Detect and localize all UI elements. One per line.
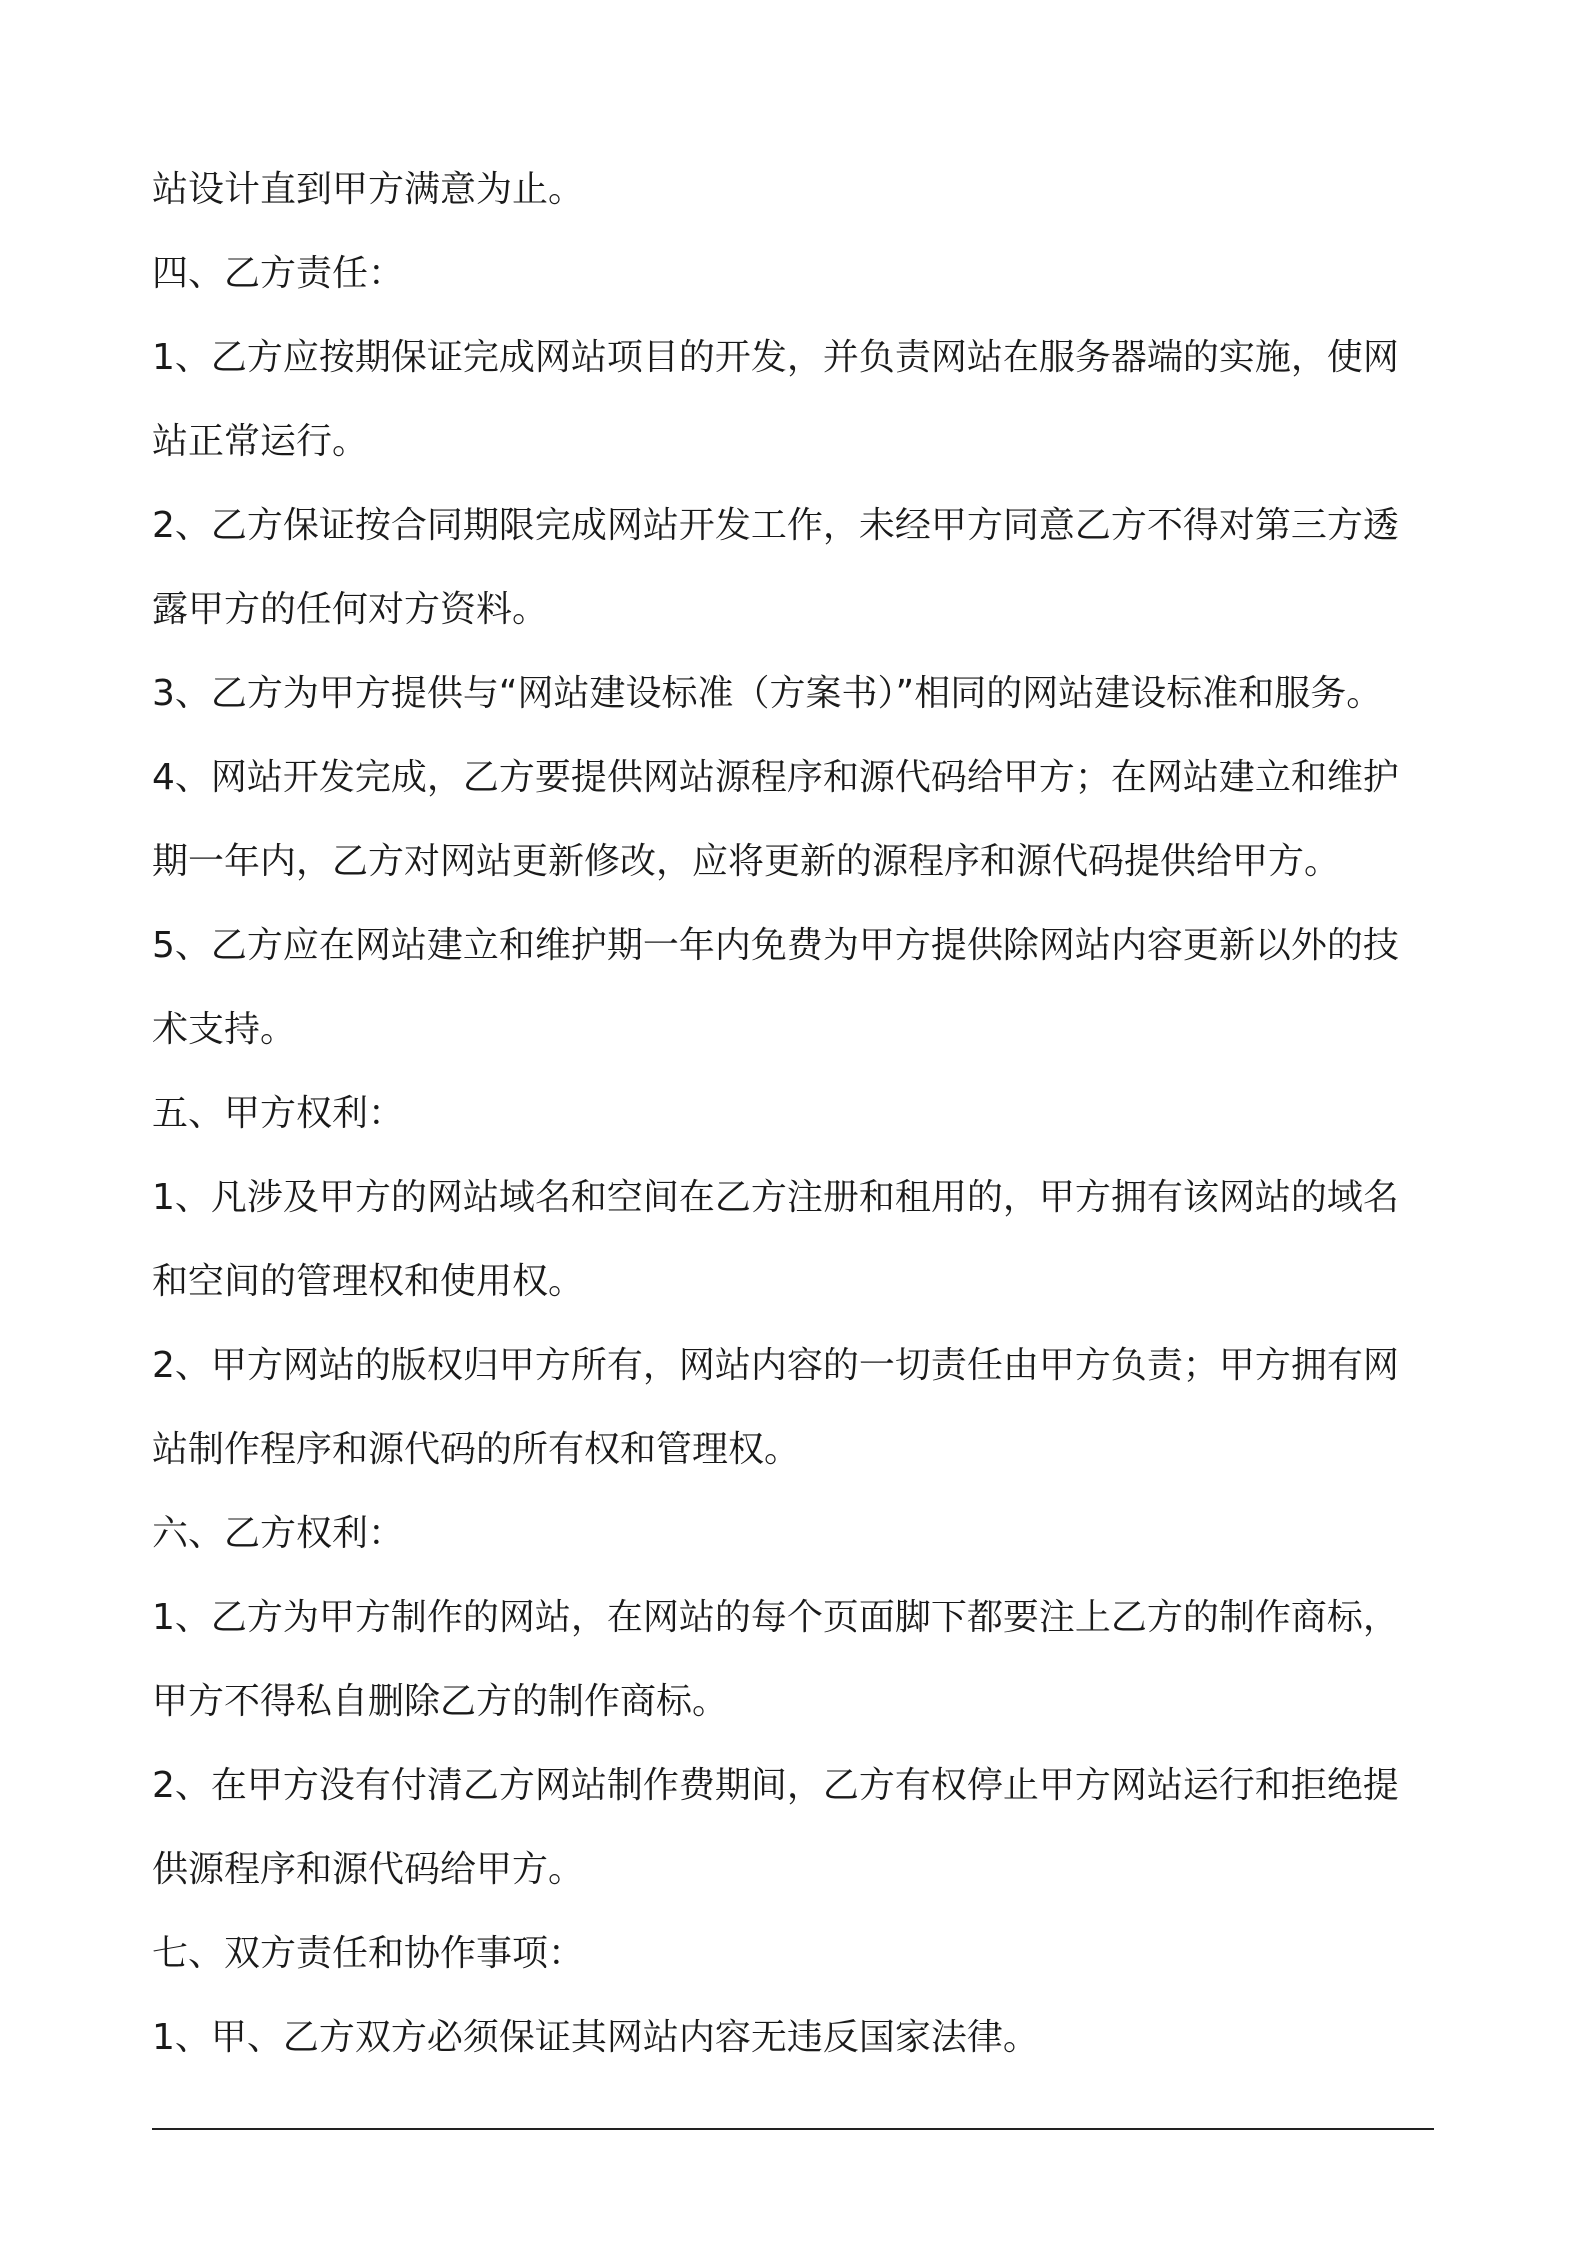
text-line: 供源程序和源代码给甲方。: [152, 1849, 585, 1890]
text-line: 术支持。: [152, 1009, 297, 1050]
text-line: 站正常运行。: [152, 421, 369, 462]
text-line: 1、凡涉及甲方的网站域名和空间在乙方注册和租用的，甲方拥有该网站的域名: [152, 1177, 1399, 1218]
text-line: 3、乙方为甲方提供与“网站建设标准（方案书）”相同的网站建设标准和服务。: [152, 673, 1383, 714]
footer-divider: [152, 2128, 1434, 2130]
text-line: 2、甲方网站的版权归甲方所有，网站内容的一切责任由甲方负责；甲方拥有网: [152, 1345, 1399, 1386]
section-heading-party-b-rights: 六、乙方权利：: [152, 1513, 405, 1554]
section-heading-party-b-responsibilities: 四、乙方责任：: [152, 253, 405, 294]
section-heading-mutual-responsibilities: 七、双方责任和协作事项：: [152, 1933, 585, 1974]
text-line: 4、网站开发完成，乙方要提供网站源程序和源代码给甲方；在网站建立和维护: [152, 757, 1399, 798]
text-line: 露甲方的任何对方资料。: [152, 589, 549, 630]
text-line: 2、在甲方没有付清乙方网站制作费期间，乙方有权停止甲方网站运行和拒绝提: [152, 1765, 1399, 1806]
text-line: 1、乙方应按期保证完成网站项目的开发，并负责网站在服务器端的实施，使网: [152, 337, 1399, 378]
text-line: 甲方不得私自删除乙方的制作商标。: [152, 1681, 729, 1722]
text-line: 2、乙方保证按合同期限完成网站开发工作，未经甲方同意乙方不得对第三方透: [152, 505, 1399, 546]
text-line: 5、乙方应在网站建立和维护期一年内免费为甲方提供除网站内容更新以外的技: [152, 925, 1399, 966]
section-heading-party-a-rights: 五、甲方权利：: [152, 1093, 405, 1134]
text-line: 站制作程序和源代码的所有权和管理权。: [152, 1429, 801, 1470]
text-line: 1、甲、乙方双方必须保证其网站内容无违反国家法律。: [152, 2017, 1039, 2058]
text-line: 期一年内，乙方对网站更新修改，应将更新的源程序和源代码提供给甲方。: [152, 841, 1341, 882]
text-line: 和空间的管理权和使用权。: [152, 1261, 585, 1302]
text-line-continuation: 站设计直到甲方满意为止。: [152, 169, 585, 210]
text-line: 1、乙方为甲方制作的网站，在网站的每个页面脚下都要注上乙方的制作商标，: [152, 1597, 1399, 1638]
